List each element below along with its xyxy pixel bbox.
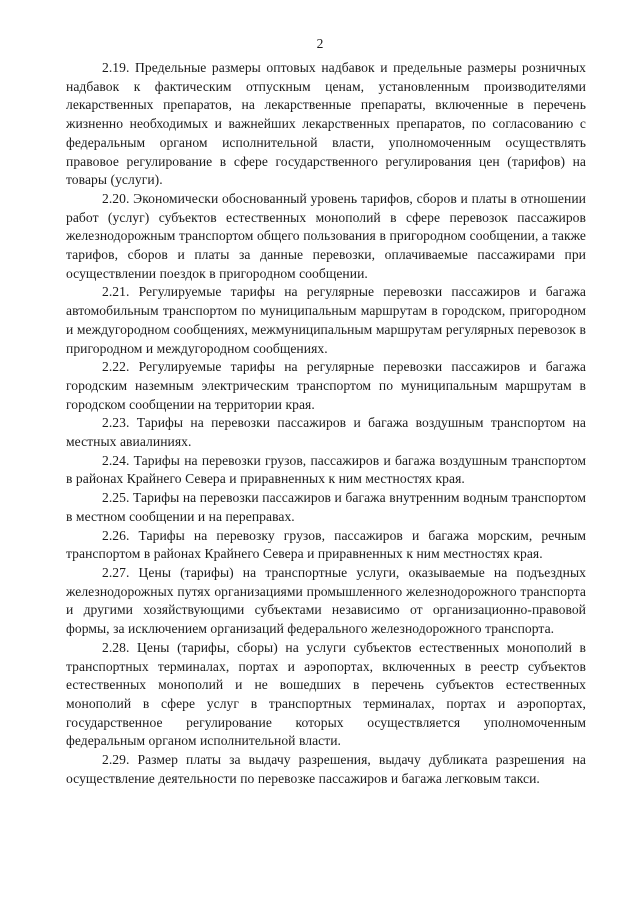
clause-2-26: 2.26. Тарифы на перевозку грузов, пассажиров и багажа морским, речным транспортом в районах Крайнего Севера и приравненных к ним местностях края.	[66, 527, 586, 562]
page-number: 2	[316, 36, 324, 51]
document-body	[66, 59, 586, 788]
clause-2-27: 2.27. Цены (тарифы) на транспортные услуги, оказываемые на подъездных железнодорожных путях организациями промышленного железнодорожного транспорта и другими хозяйствующими субъектами независимо от организационно-правовой формы, за исключением организаций федерального железнодорожного транспорта.	[66, 564, 586, 637]
clause-2-28: 2.28. Цены (тарифы, сборы) на услуги субъектов естественных монополий в транспортных терминалах, портах и аэропортах, включенных в реестр субъектов естественных монополий и не вошедших в перечень субъектов естественных монополий в сфере услуг в транспортных терминалах, портах и аэропортах, государственное регулирование которых осуществляется уполномоченным федеральным органом исполнительной власти.	[66, 639, 586, 749]
clause-2-25: 2.25. Тарифы на перевозки пассажиров и багажа внутренним водным транспортом в местном сообщении и на переправах.	[66, 490, 586, 524]
clause-2-21: 2.21. Регулируемые тарифы на регулярные перевозки пассажиров и багажа автомобильным транспортом по муниципальным маршрутам в городском, пригородном и междугородном сообщениях, межмуниципальным маршрутам регулярных перевозок в пригородном и междугородном сообщениях.	[66, 284, 586, 356]
clause-2-22: 2.22. Регулируемые тарифы на регулярные перевозки пассажиров и багажа городским наземным электрическим транспортом по муниципальным маршрутам в городском сообщении на территории края.	[66, 359, 586, 412]
clause-2-29: 2.29. Размер платы за выдачу разрешения, выдачу дубликата разрешения на осуществление деятельности по перевозке пассажиров и багажа легковым такси.	[66, 752, 586, 786]
clause-2-20: 2.20. Экономически обоснованный уровень тарифов, сборов и платы в отношении работ (услуг) субъектов естественных монополий в сфере перевозок пассажиров железнодорожным транспортом общего пользования в пригородном сообщении, а также тарифов, сборов и платы за данные перевозки, оплачиваемые пассажирами при осуществлении поездок в пригородном сообщении.	[66, 190, 586, 281]
clause-2-23: 2.23. Тарифы на перевозки пассажиров и багажа воздушным транспортом на местных авиалиниях.	[66, 415, 586, 450]
clause-2-24: 2.24. Тарифы на перевозки грузов, пассажиров и багажа воздушным транспортом в районах Крайнего Севера и приравненных к ним местностях края.	[66, 452, 586, 487]
clause-2-19: 2.19. Предельные размеры оптовых надбавок и предельные размеры розничных надбавок к фактическим отпускным ценам, установленным производителями лекарственных препаратов, на лекарственные препараты, включенные в перечень жизненно необходимых и важнейших лекарственных препаратов, по согласованию с федеральным органом исполнительной власти, уполномоченным осуществлять правовое регулирование в сфере государственного регулирования цен (тарифов) на товары (услуги).	[66, 60, 586, 188]
